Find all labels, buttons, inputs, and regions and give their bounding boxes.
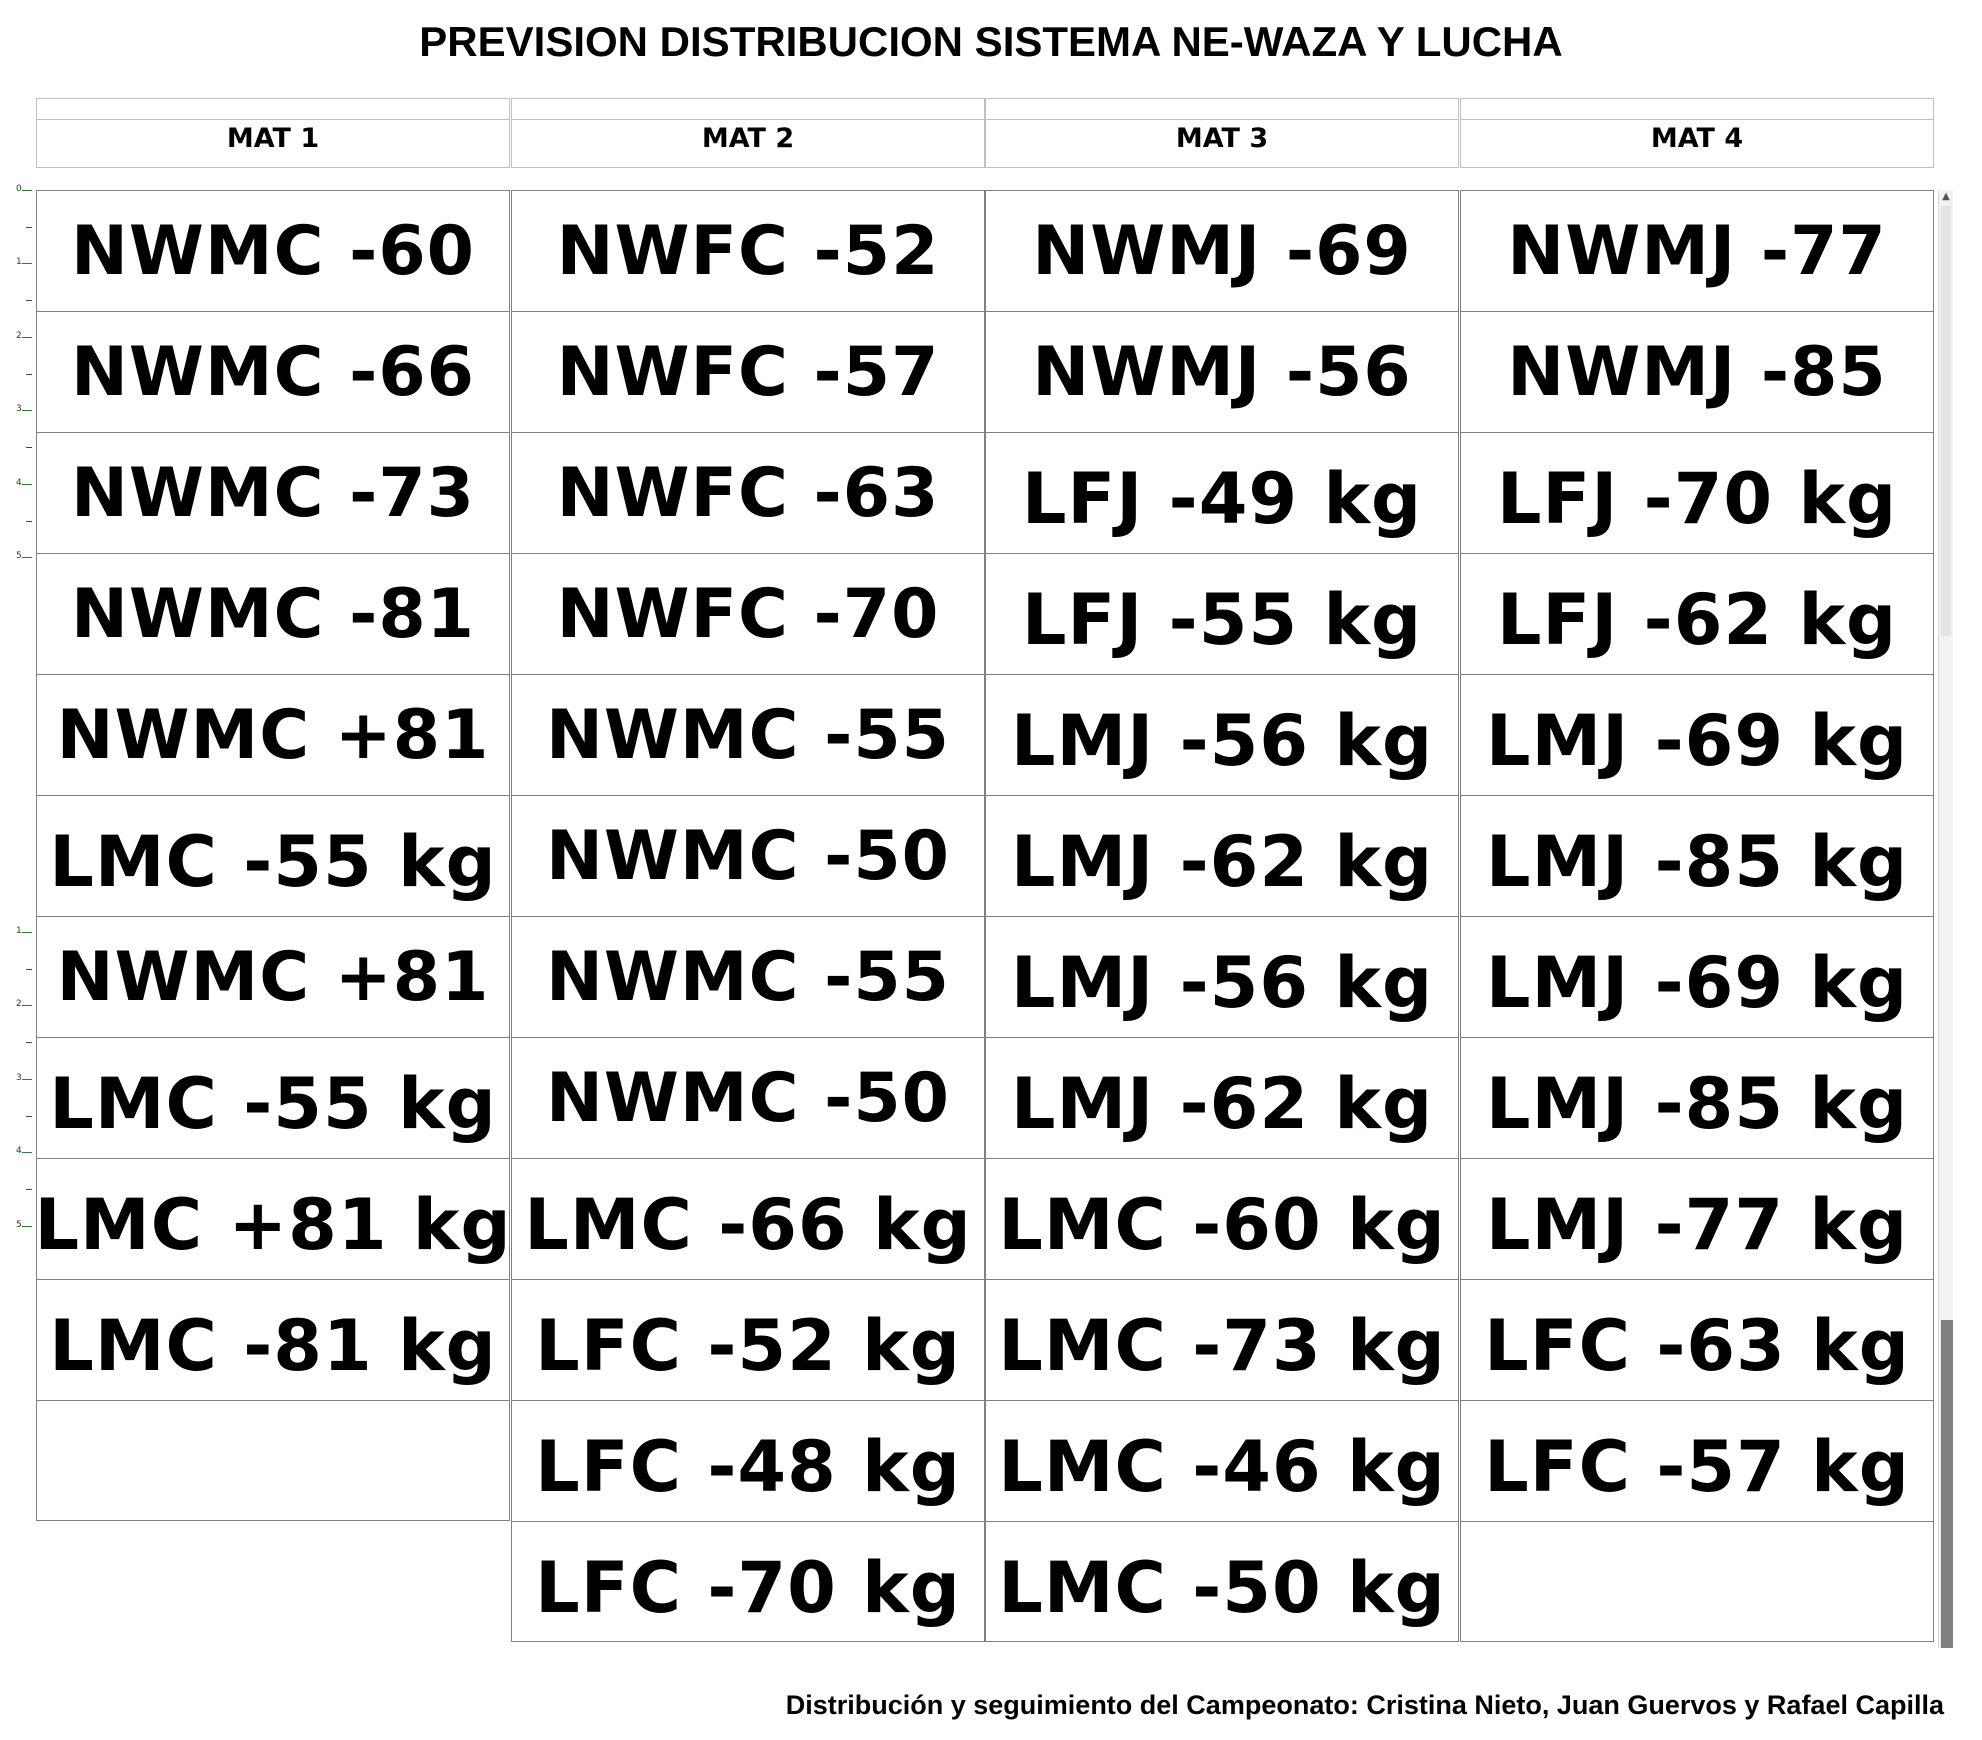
mat-1-category-cell: LMC +81 kg [36,1158,510,1279]
ruler-tick [22,410,32,411]
mat-4-category-cell: LMJ -77 kg [1460,1158,1934,1279]
mat-4-category-cell: LMJ -85 kg [1460,795,1934,916]
credits-footer: Distribución y seguimiento del Campeonato: Cristina Nieto, Juan Guervos y Rafael Capilla [785,1690,1944,1720]
mat-3-category-cell: LFJ -49 kg [985,432,1459,553]
mat-4-category-cell: LFJ -70 kg [1460,432,1934,553]
mat-4-category-cell: NWMJ -77 [1460,190,1934,311]
ruler-number: 4 [16,478,22,488]
ruler-number: 5 [16,551,22,561]
ruler-number: 5 [16,1220,22,1230]
mat-header-row [36,98,1934,168]
ruler-tick [22,263,32,264]
ruler-number: 3 [16,404,22,414]
ruler-number: 2 [16,331,22,341]
mat-3-category-cell: LMJ -62 kg [985,1037,1459,1158]
ruler-minor-tick [26,1116,32,1117]
mat-4-category-cell: LFJ -62 kg [1460,553,1934,674]
mat-1-category-cell: NWMC -60 [36,190,510,311]
ruler-minor-tick [26,300,32,301]
ruler-number: 3 [16,1073,22,1083]
mat-2-category-cell: NWMC -55 [511,674,985,795]
ruler-minor-tick [26,374,32,375]
mat-2-category-cell: NWMC -50 [511,1037,985,1158]
mat-1-category-cell: LMC -81 kg [36,1279,510,1400]
ruler-tick [22,1226,32,1227]
page-title: PREVISION DISTRIBUCION SISTEMA NE-WAZA Y LUCHA [419,18,1563,65]
mat-1-category-cell [36,1400,510,1521]
mat-3-category-cell: LMC -50 kg [985,1521,1459,1642]
mat-4-header-label: MAT 4 [1650,123,1744,154]
ruler-minor-tick [26,521,32,522]
mat-3-category-cell: LMC -73 kg [985,1279,1459,1400]
ruler-tick [22,484,32,485]
mat-3-category-cell: LMJ -56 kg [985,916,1459,1037]
ruler-minor-tick [26,227,32,228]
mat-1-category-cell: NWMC +81 [36,674,510,795]
mat-3-category-cell: NWMJ -69 [985,190,1459,311]
scrollbar-thumb[interactable] [1941,1320,1953,1648]
ruler-minor-tick [26,1189,32,1190]
mat-4-category-cell [1460,1521,1934,1642]
mat-1-header-label: MAT 1 [226,123,320,154]
mat-1-header [36,98,510,168]
mat-4-category-cell: LMJ -69 kg [1460,916,1934,1037]
mat-2-category-cell: LFC -70 kg [511,1521,985,1642]
ruler-tick [22,1005,32,1006]
ruler-number: 1 [16,926,22,936]
mat-4-category-cell: LMJ -85 kg [1460,1037,1934,1158]
mat-3-header-label: MAT 3 [1175,123,1269,154]
ruler-number: 4 [16,1146,22,1156]
mat-3-category-cell: LMJ -56 kg [985,674,1459,795]
scrollbar-track-segment [1941,206,1951,636]
mat-2-category-cell: NWFC -70 [511,553,985,674]
mat-4-category-cell: LMJ -69 kg [1460,674,1934,795]
mat-2-category-cell: NWMC -55 [511,916,985,1037]
mat-1-category-cell: LMC -55 kg [36,795,510,916]
mat-2-category-cell: LFC -48 kg [511,1400,985,1521]
ruler-minor-tick [26,447,32,448]
ruler-minor-tick [26,1042,32,1043]
ruler-tick [22,932,32,933]
ruler-tick [22,557,32,558]
mat-1-category-cell: NWMC -73 [36,432,510,553]
mat-3-category-cell: LMJ -62 kg [985,795,1459,916]
mat-2-category-cell: NWFC -52 [511,190,985,311]
mat-4-header [1460,98,1934,168]
ruler-tick [22,337,32,338]
mat-3-category-cell: NWMJ -56 [985,311,1459,432]
vertical-scrollbar[interactable] [1938,190,1953,1648]
mat-3-category-cell: LMC -46 kg [985,1400,1459,1521]
mat-1-category-cell: LMC -55 kg [36,1037,510,1158]
mat-3-header [985,98,1459,168]
mat-4-category-cell: LFC -57 kg [1460,1400,1934,1521]
ruler-tick [22,190,32,191]
mat-4-category-cell: LFC -63 kg [1460,1279,1934,1400]
mat-2-category-cell: NWMC -50 [511,795,985,916]
mat-2-header-label: MAT 2 [701,123,795,154]
mat-2-category-cell: NWFC -63 [511,432,985,553]
ruler-tick [22,1152,32,1153]
mat-4-category-cell: NWMJ -85 [1460,311,1934,432]
ruler-tick [22,1079,32,1080]
mat-1-category-cell: NWMC +81 [36,916,510,1037]
mat-2-category-cell: NWFC -57 [511,311,985,432]
mat-3-category-cell: LFJ -55 kg [985,553,1459,674]
ruler-number: 1 [16,257,22,267]
mat-2-category-cell: LFC -52 kg [511,1279,985,1400]
ruler-number: 0 [16,184,22,194]
mat-1-category-cell: NWMC -81 [36,553,510,674]
ruler-minor-tick [26,969,32,970]
scroll-up-arrow-icon[interactable]: ▲ [1942,191,1950,202]
mat-2-category-cell: LMC -66 kg [511,1158,985,1279]
mat-1-category-cell: NWMC -66 [36,311,510,432]
mat-3-category-cell: LMC -60 kg [985,1158,1459,1279]
ruler-number: 2 [16,999,22,1009]
mat-2-header [511,98,985,168]
